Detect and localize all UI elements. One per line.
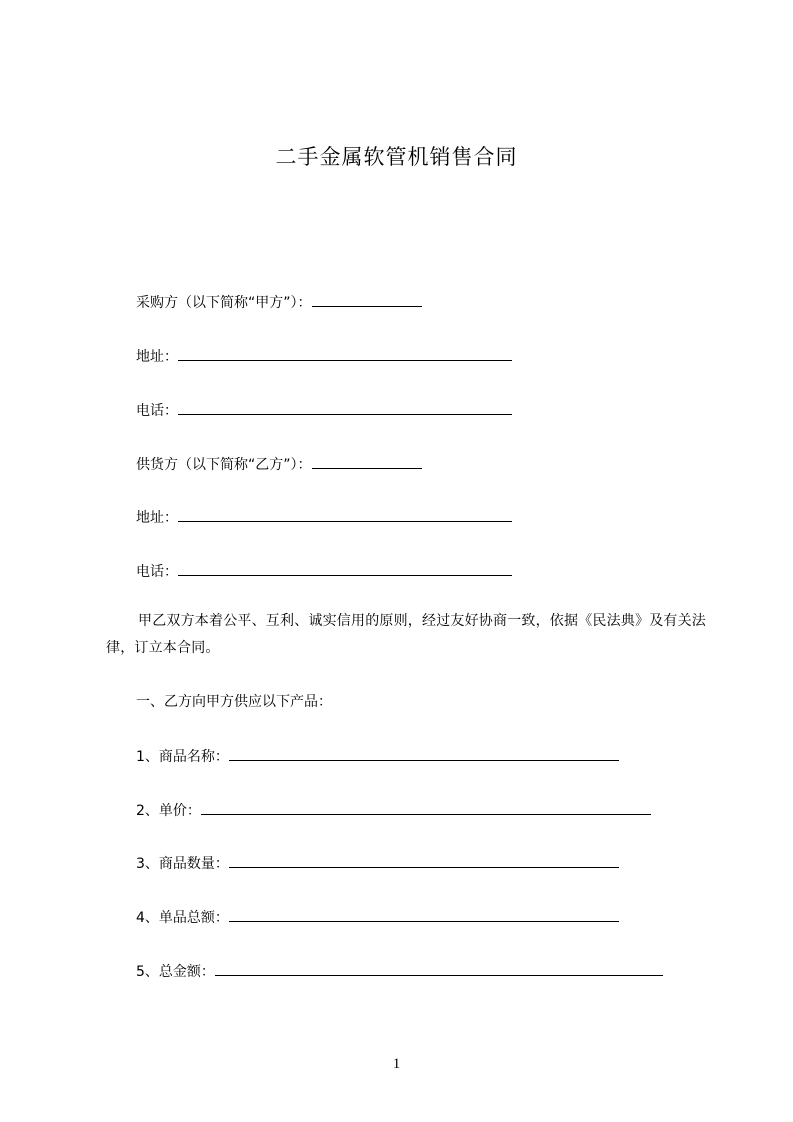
page-number: 1 (392, 1056, 401, 1072)
party-b-address-line (136, 506, 512, 528)
item-unit-price-line (136, 799, 651, 821)
party-a-phone-line (136, 399, 512, 421)
party-b-label: 供货方（以下简称“乙方”）： (136, 457, 312, 473)
party-a-address-line (136, 345, 512, 367)
item-quantity-label: 3、商品数量： (136, 856, 229, 872)
party-a-address-label: 地址： (136, 349, 178, 365)
party-a-name-blank (312, 291, 422, 307)
item-subtotal-line (136, 906, 619, 928)
item-unit-price-label: 2、单价： (136, 803, 201, 819)
party-a-phone-blank (178, 399, 512, 415)
preamble-paragraph: 甲乙双方本着公平、互利、诚实信用的原则，经过友好协商一致，依据《民法典》及有关法律，订立本合同。 (106, 613, 706, 656)
item-total-line (136, 960, 663, 982)
item-product-name-blank (229, 745, 619, 761)
party-b-phone-label: 电话： (136, 564, 178, 580)
item-total-label: 5、总金额： (136, 964, 215, 980)
item-quantity-blank (229, 852, 619, 868)
document-title: 二手金属软管机销售合同 (275, 145, 518, 169)
item-subtotal-blank (229, 906, 619, 922)
party-a-label: 采购方（以下简称“甲方”）： (136, 295, 312, 311)
party-a-line (136, 291, 422, 313)
party-a-address-blank (178, 345, 512, 361)
item-product-name-label: 1、商品名称： (136, 749, 229, 765)
party-a-phone-label: 电话： (136, 403, 178, 419)
item-unit-price-blank (201, 799, 651, 815)
item-total-blank (215, 960, 663, 976)
item-product-name-line (136, 745, 619, 767)
party-b-name-blank (312, 453, 422, 469)
item-subtotal-label: 4、单品总额： (136, 910, 229, 926)
party-b-address-label: 地址： (136, 510, 178, 526)
party-b-address-blank (178, 506, 512, 522)
party-b-phone-blank (178, 560, 512, 576)
item-quantity-line (136, 852, 619, 874)
party-b-line (136, 453, 422, 475)
section1-heading: 一、乙方向甲方供应以下产品： (136, 694, 332, 710)
party-b-phone-line (136, 560, 512, 582)
